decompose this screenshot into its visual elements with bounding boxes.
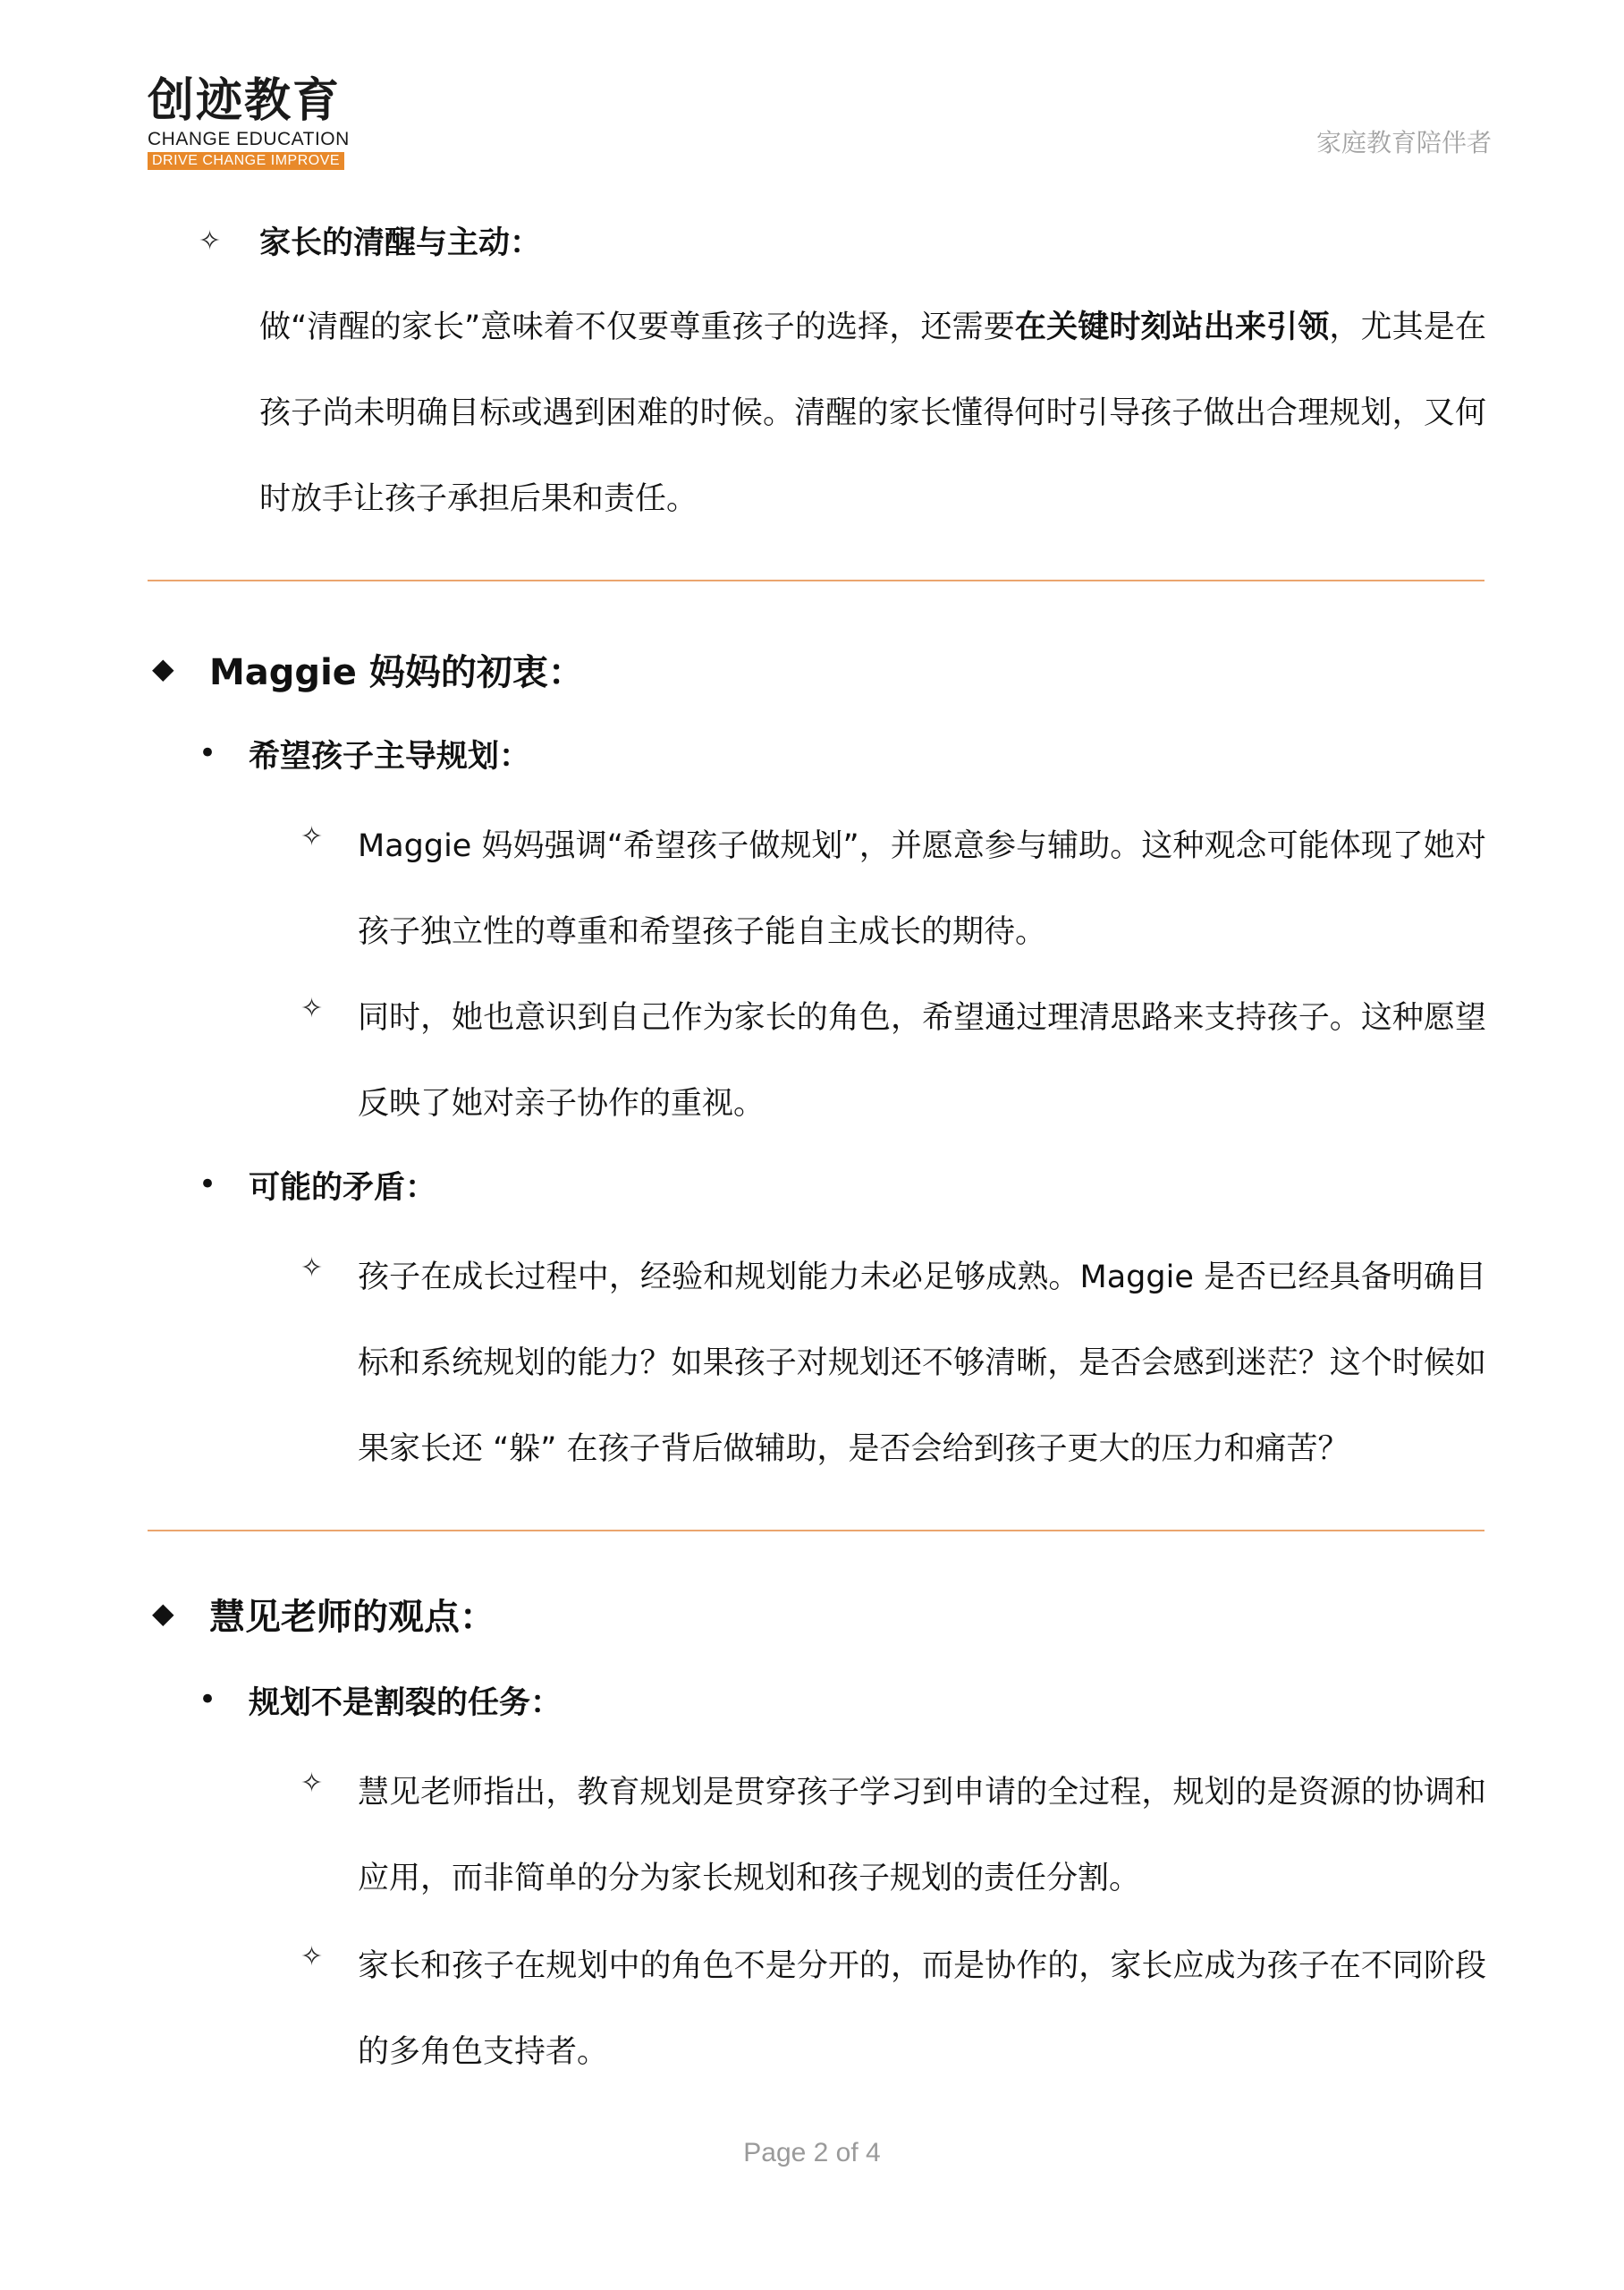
four-point-star-icon: ✧ xyxy=(300,821,324,852)
dot-icon: • xyxy=(199,1682,217,1718)
teacher-sub1-p1-text: 慧见老师指出，教育规划是贯穿孩子学习到申请的全过程，规划的是资源的协调和应用，而非简单的分为家长规划和孩子规划的责任分割。 xyxy=(358,1775,1486,1896)
four-point-star-icon: ✧ xyxy=(199,225,222,257)
parent-text-b: ，尤其是在孩子尚未明确目标或遇到困难的时候。清醒的家长懂得何时引导孩子做出合理规划，又何时放手让孩子承担后果和责任。 xyxy=(259,310,1486,517)
logo xyxy=(148,75,353,170)
teacher-heading: 慧见老师的观点： xyxy=(209,1597,495,1638)
maggie-sub1-heading: 希望孩子主导规划： xyxy=(249,739,531,775)
four-point-star-icon: ✧ xyxy=(300,993,324,1024)
parent-paragraph xyxy=(259,284,1486,542)
dot-icon: • xyxy=(199,1166,217,1202)
divider xyxy=(148,1530,1484,1531)
teacher-sub1-heading: 规划不是割裂的任务： xyxy=(249,1685,562,1721)
maggie-sub2-p1-text: 孩子在成长过程中，经验和规划能力未必足够成熟。Maggie 是否已经具备明确目标和系统规划的能力？如果孩子对规划还不够清晰，是否会感到迷茫？这个时候如果家长还 “躲” 在孩子背后做辅助，是否会给到孩子更大的压力和痛苦？ xyxy=(358,1260,1486,1467)
teacher-sub1-p2 xyxy=(358,1923,1486,2095)
maggie-sub1-p1-text: Maggie 妈妈强调“希望孩子做规划”，并愿意参与辅助。这种观念可能体现了她对孩子独立性的尊重和希望孩子能自主成长的期待。 xyxy=(358,828,1486,950)
maggie-sub2-p1 xyxy=(358,1234,1486,1492)
dot-icon: • xyxy=(199,735,217,771)
four-point-star-icon: ✧ xyxy=(300,1941,324,1972)
teacher-sub1-p2-text: 家长和孩子在规划中的角色不是分开的，而是协作的，家长应成为孩子在不同阶段的多角色支持者。 xyxy=(358,1948,1486,2070)
maggie-sub2-heading: 可能的矛盾： xyxy=(249,1170,437,1206)
header-title: 家庭教育陪伴者 xyxy=(1315,128,1492,157)
divider xyxy=(148,580,1484,581)
maggie-heading: Maggie 妈妈的初衷： xyxy=(209,652,584,693)
diamond-icon: ◆ xyxy=(152,651,174,685)
parent-text-bold: 在关键时刻站出来引领 xyxy=(1014,310,1330,345)
teacher-sub1-p1 xyxy=(358,1750,1486,1921)
page-number: Page 2 of 4 xyxy=(743,2138,881,2167)
logo-tagline: DRIVE CHANGE IMPROVE xyxy=(148,152,344,170)
maggie-sub1-p2-text: 同时，她也意识到自己作为家长的角色，希望通过理清思路来支持孩子。这种愿望反映了她对亲子协作的重视。 xyxy=(358,1000,1486,1122)
maggie-sub1-p1 xyxy=(358,803,1486,975)
parent-text-a: 做“清醒的家长”意味着不仅要尊重孩子的选择，还需要 xyxy=(259,310,1015,345)
logo-english: CHANGE EDUCATION xyxy=(148,129,350,149)
parent-heading: 家长的清醒与主动： xyxy=(259,225,542,261)
logo-chinese: 创迹教育 xyxy=(148,74,342,128)
four-point-star-icon: ✧ xyxy=(300,1252,324,1284)
maggie-sub1-p2 xyxy=(358,975,1486,1147)
diamond-icon: ◆ xyxy=(152,1596,174,1630)
four-point-star-icon: ✧ xyxy=(300,1768,324,1799)
